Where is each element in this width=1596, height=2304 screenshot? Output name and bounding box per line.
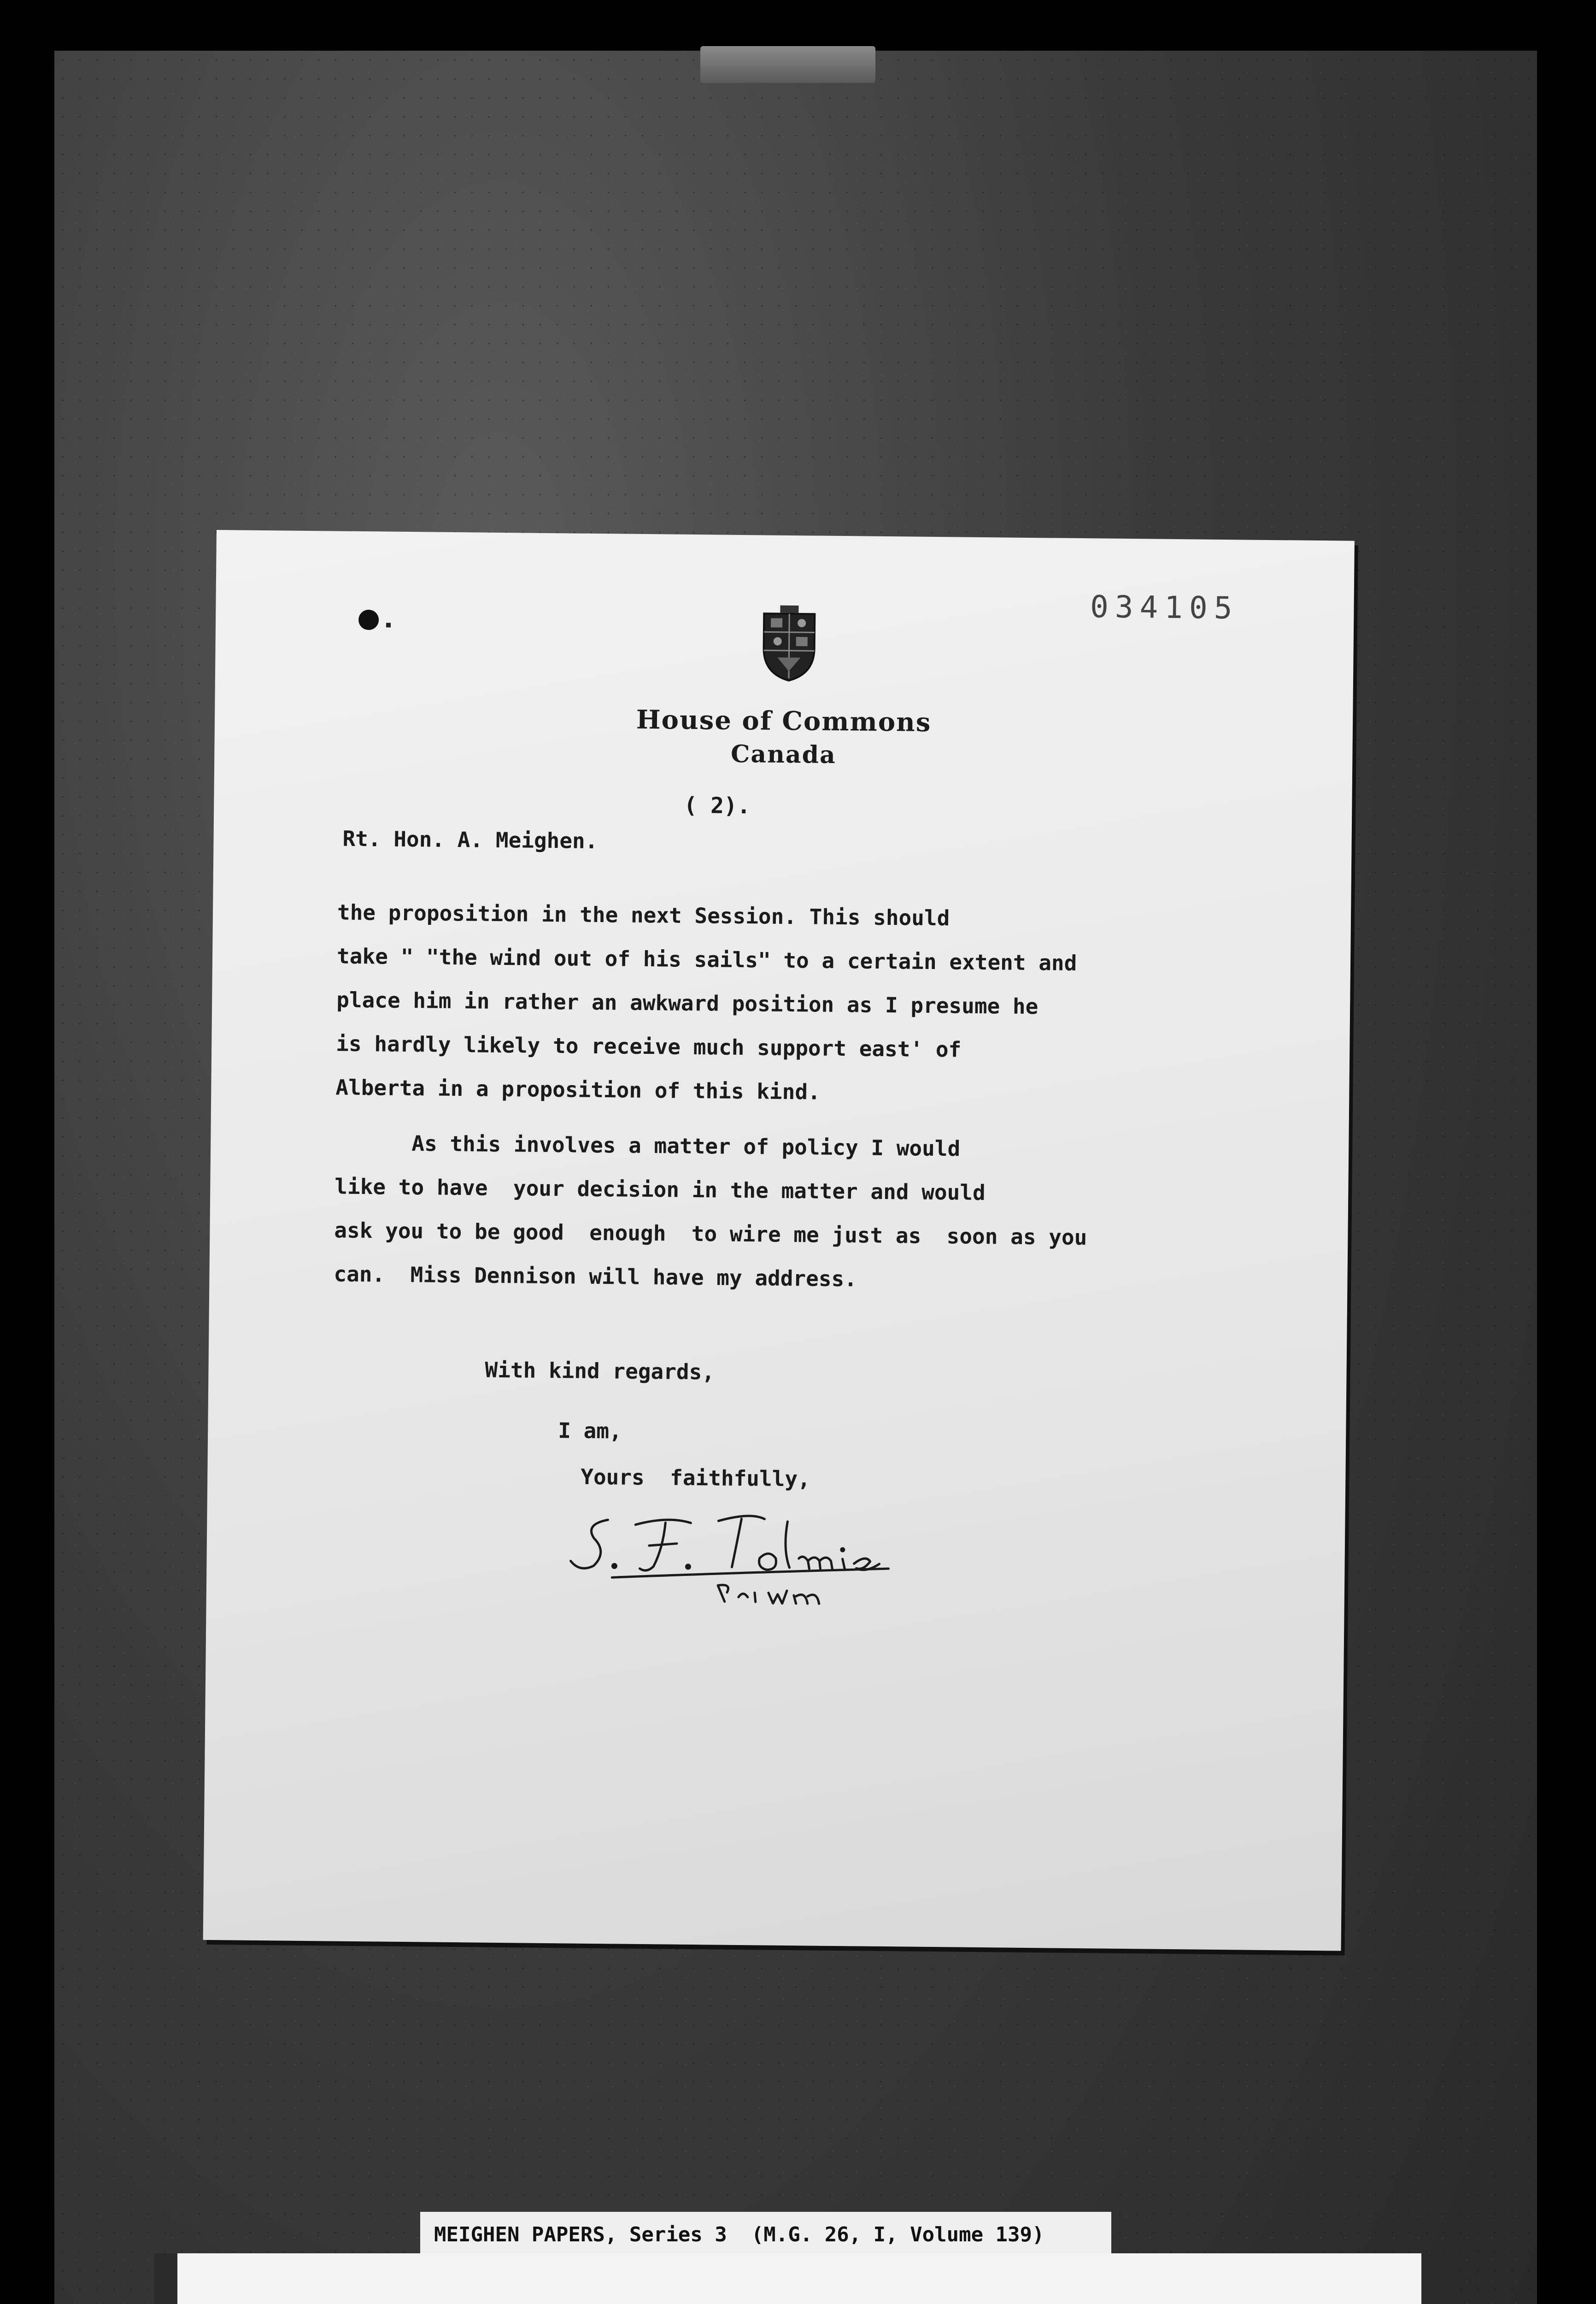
clip (700, 46, 875, 83)
punch-hole-mark (386, 623, 391, 628)
body-line: ask you to be good enough to wire me just as soon as you (334, 1217, 1087, 1250)
page-marker: ( 2). (684, 792, 751, 819)
closing: With kind regards, (485, 1357, 715, 1385)
letterhead-title: House of Commons (636, 704, 932, 738)
document-number: 034105 (1090, 589, 1239, 626)
archives-card (154, 2253, 1444, 2304)
coat-of-arms-icon (759, 604, 820, 683)
letter-page (203, 530, 1355, 1951)
punch-hole (358, 610, 379, 630)
addressee: Rt. Hon. A. Meighen. (342, 826, 598, 853)
body-line: As this involves a matter of policy I would (334, 1130, 961, 1161)
body-line: the proposition in the next Session. This should (337, 899, 950, 931)
handwritten-signature (566, 1492, 935, 1606)
reference-label-text: MEIGHEN PAPERS, Series 3 (M.G. 26, I, Volume 139) (434, 2223, 1044, 2246)
body-line: like to have your decision in the matter and would (334, 1174, 986, 1205)
body-line: Alberta in a proposition of this kind. (335, 1075, 821, 1105)
body-line: place him in rather an awkward position as I presume he (336, 987, 1039, 1019)
letterhead-subtitle: Canada (730, 740, 836, 769)
archives-card-face (177, 2253, 1421, 2304)
i-am: I am, (558, 1418, 622, 1444)
valediction: Yours faithfully, (581, 1464, 811, 1492)
body-line: can. Miss Dennison will have my address. (334, 1261, 857, 1292)
reference-label (420, 2212, 1111, 2258)
body-line: is hardly likely to receive much support east' of (336, 1031, 962, 1062)
body-line: take " "the wind out of his sails" to a certain extent and (336, 943, 1077, 976)
